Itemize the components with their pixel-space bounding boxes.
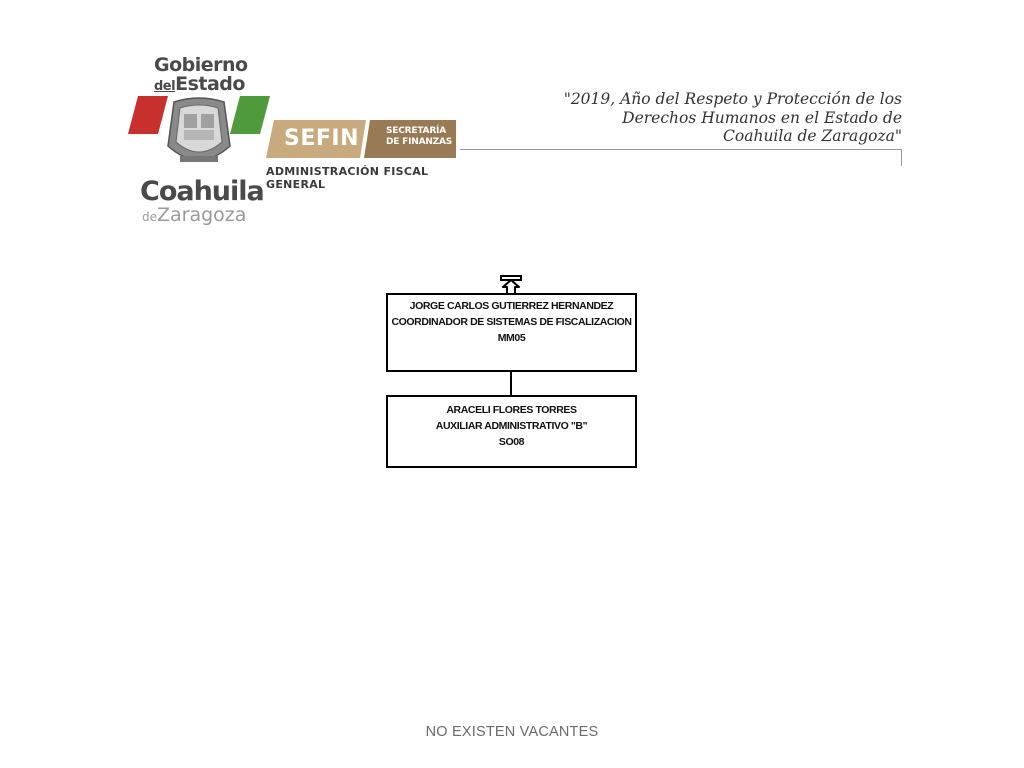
org-node-assistant[interactable] — [386, 395, 637, 468]
node-code: SO08 — [498, 436, 525, 448]
node-name: ARACELI FLORES TORRES — [446, 404, 577, 416]
sefin-label: SEFIN — [284, 126, 359, 151]
coat-of-arms-icon — [124, 96, 274, 174]
org-connector — [510, 372, 512, 395]
node-position: COORDINADOR DE SISTEMAS DE FISCALIZACION — [391, 316, 632, 328]
gobierno-estado: Estado — [175, 73, 245, 95]
org-node-coordinator[interactable] — [386, 293, 637, 372]
node-position: AUXILIAR ADMINISTRATIVO "B" — [435, 420, 588, 432]
navigate-up-icon[interactable] — [500, 275, 522, 295]
motto-line2: Derechos Humanos en el Estado de — [622, 108, 902, 127]
state-name: Coahuila — [140, 176, 264, 207]
gobierno-del: del — [154, 79, 176, 94]
gobierno-line1: Gobierno — [154, 54, 248, 76]
government-logo — [120, 52, 460, 227]
state-suffix-zaragoza: Zaragoza — [157, 204, 247, 226]
motto-line3: Coahuila de Zaragoza" — [723, 127, 902, 145]
state-suffix-de: de — [142, 210, 157, 224]
motto-line1: "2019, Año del Respeto y Protección de los — [563, 90, 902, 108]
motto-divider — [460, 149, 902, 150]
admin-fiscal-label: ADMINISTRACIÓN FISCAL GENERAL — [266, 165, 429, 191]
node-code: MM05 — [497, 332, 526, 344]
state-suffix — [142, 204, 246, 226]
sefin-sub-line1: SECRETARÍA — [386, 126, 446, 136]
sefin-sub-line2: DE FINANZAS — [386, 137, 453, 147]
motto-divider-tick — [901, 149, 902, 166]
year-motto — [542, 90, 902, 146]
node-name: JORGE CARLOS GUTIERREZ HERNANDEZ — [409, 300, 614, 312]
sefin-subtitle — [386, 126, 452, 148]
gobierno-title — [154, 54, 248, 96]
vacancies-note: NO EXISTEN VACANTES — [425, 724, 599, 740]
